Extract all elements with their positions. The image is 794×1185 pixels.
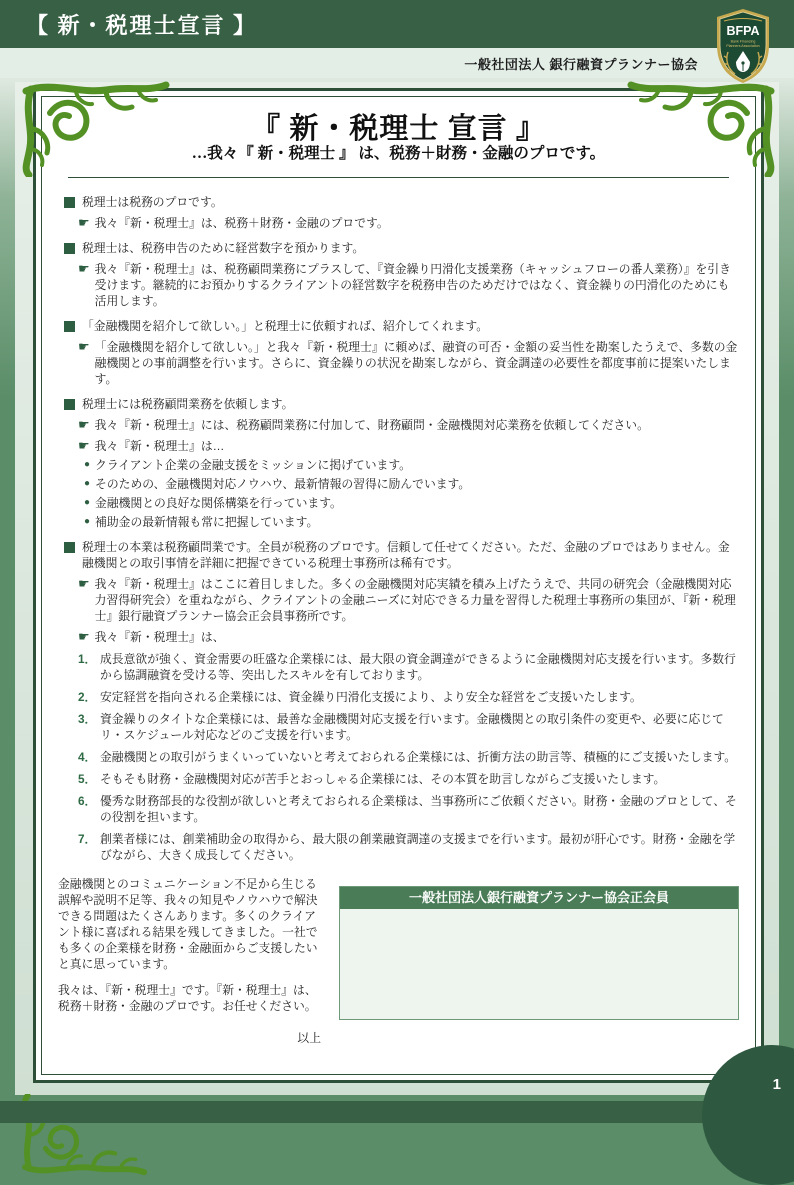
- section-heading-text: 税理士は、税務申告のために経営数字を預かります。: [82, 241, 365, 255]
- closing-block: [58, 876, 739, 1046]
- arrow-point: [58, 339, 739, 387]
- dot-point-text: クライアント企業の金融支援をミッションに掲げています。: [95, 458, 411, 472]
- square-bullet-icon: [64, 542, 75, 553]
- item-text: 創業者様には、創業補助金の取得から、最大限の創業融資調達の支援までを行います。最初が肝心です。財務・金融を学びながら、大きく成長してください。: [100, 832, 736, 862]
- title-divider: [68, 177, 729, 178]
- arrow-point-text: 我々『新・税理士』には、税務顧問業務に付加して、財務顧問・金融機関対応業務を依頼してください。: [94, 418, 649, 432]
- footer-bar: [0, 1101, 794, 1123]
- arrow-point: [58, 261, 739, 309]
- bfpa-badge-icon: [714, 8, 772, 84]
- item-text: 金融機関との取引がうまくいっていないと考えておられる企業様には、折衝方法の助言等、積極的にご支援いたします。: [100, 750, 737, 764]
- numbered-item-5: [58, 771, 739, 787]
- pointing-hand-icon: ☛: [78, 629, 90, 644]
- header-bar: [0, 0, 794, 48]
- arrow-point: [58, 576, 739, 624]
- item-text: 資金繰りのタイトな企業様には、最善な金融機関対応支援を行います。金融機関との取引条件の変更や、必要に応じてリ・スケジュール対応などのご支援を行います。: [100, 712, 724, 742]
- arrow-point: [58, 438, 739, 454]
- section-heading: [58, 539, 739, 571]
- closing-text-column: [58, 876, 327, 1046]
- pointing-hand-icon: ☛: [78, 417, 90, 432]
- pointing-hand-icon: ☛: [78, 215, 90, 230]
- item-text: そもそも財務・金融機関対応が苦手とおっしゃる企業様には、その本質を助言しながらご支援いたします。: [100, 772, 666, 786]
- badge-subtitle-1: Bank Financing: [730, 39, 756, 44]
- dot-point: [58, 514, 739, 530]
- pointing-hand-icon: ☛: [78, 339, 90, 354]
- badge-subtitle-2: Planners Association: [726, 44, 760, 48]
- section-heading-text: 税理士の本業は税務顧問業です。全員が税務のプロです。信頼して任せてください。ただ、金融のプロではありません。金融機関との取引事情を詳細に把握できている税理士事務所は稀有です。: [82, 540, 730, 570]
- item-number: 2．: [78, 690, 97, 704]
- numbered-item-2: [58, 689, 739, 705]
- dot-point: [58, 457, 739, 473]
- dot-point-text: 補助金の最新情報も常に把握しています。: [95, 515, 319, 529]
- section-4: [58, 396, 739, 530]
- section-heading-text: 税理士は税務のプロです。: [82, 195, 223, 209]
- closing-paragraph-2: 我々は、『新・税理士』です。『新・税理士』は、税務＋財務・金融のプロです。お任せください。: [58, 983, 317, 1013]
- pointing-hand-icon: ☛: [78, 576, 90, 591]
- section-heading: [58, 194, 739, 210]
- document-title: 『 新・税理士 宣言 』: [251, 113, 546, 145]
- square-bullet-icon: [64, 399, 75, 410]
- dot-bullet-icon: ●: [84, 459, 91, 470]
- dot-bullet-icon: ●: [84, 516, 91, 527]
- document-subtitle: …我々『 新・税理士 』 は、税務＋財務・金融のプロです。: [191, 145, 606, 162]
- section-heading: [58, 240, 739, 256]
- square-bullet-icon: [64, 197, 75, 208]
- item-number: 1．: [78, 652, 97, 666]
- arrow-point-text: 我々『新・税理士』はここに着目しました。多くの金融機関対応実績を積み上げたうえで、共同の研究会（金融機関対応力習得研究会）を重ねながら、クライアントの金融ニーズに対応できる力量を習得した税理士事務所の集団が、『新・税理士』銀行融資プランナー協会正会員事務所です。: [94, 577, 736, 623]
- section-3: [58, 318, 739, 387]
- item-number: 6．: [78, 794, 97, 808]
- square-bullet-icon: [64, 321, 75, 332]
- header-bar-title: 【 新・税理士宣言 】: [26, 12, 258, 38]
- dot-point-text: そのための、金融機関対応ノウハウ、最新情報の習得に励んでいます。: [95, 477, 471, 491]
- item-number: 5．: [78, 772, 97, 786]
- page-number: 1: [772, 1076, 781, 1093]
- arrow-point: [58, 629, 739, 645]
- document-content: [44, 99, 753, 1072]
- closing-end-label: 以上: [297, 1031, 321, 1045]
- pointing-hand-icon: ☛: [78, 438, 90, 453]
- numbered-item-1: [58, 651, 739, 683]
- item-text: 安定経営を指向される企業様には、資金繰り円滑化支援により、より安全な経営をご支援いたします。: [100, 690, 642, 704]
- numbered-item-3: [58, 711, 739, 743]
- numbered-item-6: [58, 793, 739, 825]
- association-name: 一般社団法人 銀行融資プランナー協会: [464, 56, 698, 72]
- arrow-point-text: 我々『新・税理士』は…: [94, 439, 225, 453]
- arrow-point-text: 我々『新・税理士』は、: [94, 630, 225, 644]
- item-number: 7．: [78, 832, 97, 846]
- dot-point: [58, 495, 739, 511]
- pointing-hand-icon: ☛: [78, 261, 90, 276]
- section-5: [58, 539, 739, 863]
- square-bullet-icon: [64, 243, 75, 254]
- numbered-item-7: [58, 831, 739, 863]
- arrow-point-text: 我々『新・税理士』は、税務＋財務・金融のプロです。: [94, 216, 389, 230]
- section-heading-text: 「金融機関を紹介して欲しい。」と税理士に依頼すれば、紹介してくれます。: [82, 319, 489, 333]
- item-number: 3．: [78, 712, 97, 726]
- section-2: [58, 240, 739, 309]
- section-1: [58, 194, 739, 231]
- dot-point: [58, 476, 739, 492]
- content-panel: [33, 88, 764, 1083]
- dot-bullet-icon: ●: [84, 497, 91, 508]
- dot-bullet-icon: ●: [84, 478, 91, 489]
- badge-acronym: BFPA: [726, 24, 760, 38]
- arrow-point: [58, 215, 739, 231]
- item-text: 成長意欲が強く、資金需要の旺盛な企業様には、最大限の資金調達ができるように金融機関対応支援を行います。多数行から協調融資を受ける等、突出したスキルを有しております。: [100, 652, 736, 682]
- arrow-point-text: 「金融機関を紹介して欲しい。」と我々『新・税理士』に頼めば、融資の可否・金額の妥当性を勘案したうえで、多数の金融機関との事前調整を行います。さらに、資金繰りの状況を勘案しながら、資金調達の必要性を都度事前に提案いたします。: [94, 340, 738, 386]
- closing-paragraph-1: 金融機関とのコミュニケーション不足から生じる誤解や説明不足等、我々の知見やノウハウで解決できる問題はたくさんあります。多くのクライアント様に喜ばれる結果を残してきました。一社でも多くの企業様を財務・金融面からご支援したいと真に思っています。: [58, 877, 318, 971]
- section-heading-text: 税理士には税務顧問業務を依頼します。: [82, 397, 294, 411]
- member-box: [339, 886, 739, 1020]
- dot-point-text: 金融機関との良好な関係構築を行っています。: [95, 496, 342, 510]
- section-heading: [58, 318, 739, 334]
- item-text: 優秀な財務部長的な役割が欲しいと考えておられる企業様は、当事務所にご依頼ください。財務・金融のプロとして、その役割を担います。: [100, 794, 737, 824]
- item-number: 4．: [78, 750, 97, 764]
- numbered-item-4: [58, 749, 739, 765]
- section-heading: [58, 396, 739, 412]
- arrow-point: [58, 417, 739, 433]
- header-substrip: [0, 48, 794, 78]
- arrow-point-text: 我々『新・税理士』は、税務顧問業務にプラスして、『資金繰り円滑化支援業務（キャッシュフローの番人業務）』を引き受けます。継続的にお預かりするクライアントの経営数字を税務申告のためだけではなく、資金繰りの円滑化のためにも活用します。: [94, 262, 731, 308]
- member-box-header: 一般社団法人銀行融資プランナー協会正会員: [340, 887, 738, 909]
